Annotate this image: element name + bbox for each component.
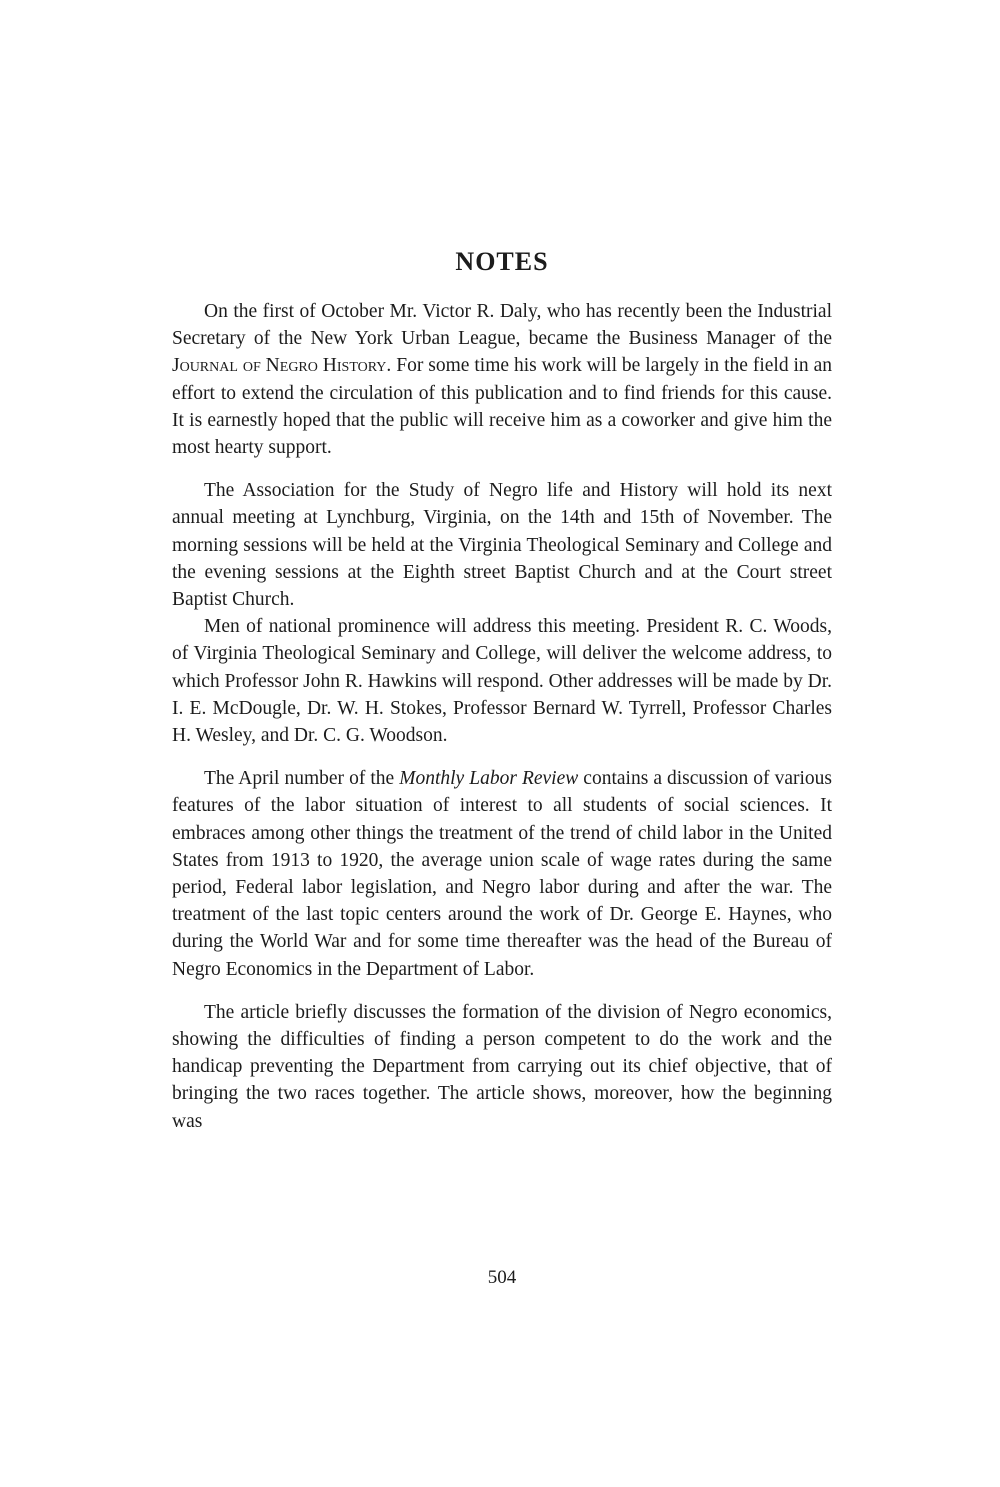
paragraph-article-discussion: The article briefly discusses the formation of the division of Negro economics, showing the difficulties of finding a person competent to do the work and the handicap preventing the Department from carrying out its chief objective, that of bringing the two races together. The article shows, moreover, how the beginning was <box>172 1001 832 1132</box>
page-heading: NOTES <box>455 247 549 276</box>
paragraph-text: For some time his work will be largely in the field in an effort to extend the circulation of this publication and to find friends for this cause. It is earnestly hoped that the public will receive him as a coworker and give him the most hearty support. <box>172 355 833 459</box>
paragraph-text: contains a discussion of various features of the labor situation of interest to all students of social sciences. It embraces among other things the treatment of the trend of child labor in the United States from 1913 to 1920, the average union scale of wage rates during the same period, Federal labor legislation, and Negro labor during and after the war. The treatment of the last topic centers around the work of Dr. George E. Haynes, who during the World War and for some time thereafter was the head of the Bureau of Negro Economics in the Department of Labor. <box>172 768 832 980</box>
paragraph-business-manager <box>172 298 832 461</box>
document-page <box>172 240 832 1460</box>
page-number: 504 <box>487 1267 517 1288</box>
publication-title: Monthly Labor Review <box>399 768 579 790</box>
paragraph-speakers: Men of national prominence will address this meeting. President R. C. Woods, of Virginia Theological Seminary and College, will deliver the welcome address, to which Professor John R. Hawkins will respond. Other addresses will be made by Dr. I. E. McDougle, Dr. W. H. Stokes, Professor Bernard W. Tyrrell, Professor Charles H. Wesley, and Dr. C. G. Woodson. <box>172 616 832 747</box>
paragraph-labor-review <box>172 765 832 983</box>
paragraph-annual-meeting: The Association for the Study of Negro life and History will hold its next annual meeting at Lynchburg, Virginia, on the 14th and 15th of November. The morning sessions will be held at the Virginia Theological Seminary and College and the evening sessions at the Eighth street Baptist Church and at the Court street Baptist Church. <box>172 480 832 611</box>
paragraph-text: On the first of October Mr. Victor R. Daly, who has recently been the Industrial Secretary of the New York Urban League, became the Business Manager of the <box>172 301 832 350</box>
paragraph-text: The April number of the <box>204 768 400 790</box>
journal-title: Journal of Negro History. <box>172 355 392 377</box>
